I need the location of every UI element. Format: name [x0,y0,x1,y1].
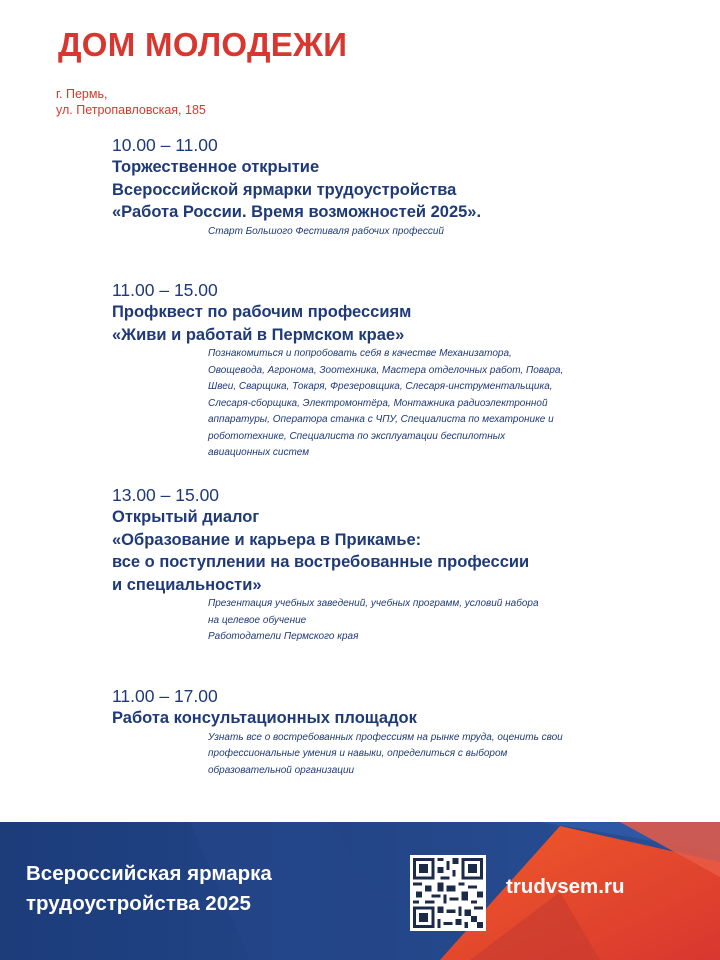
event-description-line: Швеи, Сварщика, Токаря, Фрезеровщика, Слесаря-инструментальщика, [208,381,553,392]
event-time: 10.00 – 11.00 [112,135,218,155]
event-title-line: Работа консультационных площадок [112,709,417,727]
event-description-line: образовательной организации [208,764,355,776]
event-time: 11.00 – 15.00 [112,280,218,300]
footer-banner [0,822,720,960]
venue-title: ДОМ МОЛОДЕЖИ [58,26,348,63]
event-profquest [112,279,672,462]
address-city: г. Пермь, [56,87,108,101]
event-title-line: «Работа России. Время возможностей 2025». [112,203,482,221]
qr-code-icon[interactable] [410,855,486,931]
event-description-line: Презентация учебных заведений, учебных программ, условий набора [208,598,539,609]
event-description-line: Работодатели Пермского края [208,631,359,642]
event-title-line: Профквест по рабочим профессиям [112,303,412,321]
event-consultations [112,685,672,779]
event-opening [112,134,672,240]
event-description-line: на целевое обучение [208,614,307,626]
footer-slogan-line: Всероссийская ярмарка [26,862,272,885]
event-description-line: Познакомиться и попробовать себя в качестве Механизатора, [208,348,512,359]
event-description-line: аппаратуры, Оператора станка с ЧПУ, Специалиста по мехатронике и [208,414,554,425]
venue-address [56,86,206,118]
event-title-line: и специальности» [112,575,262,594]
qr-code-graphic [410,855,486,931]
event-description-line: профессиональные умения и навыки, определиться с выбором [208,748,508,759]
footer-slogan-line: трудоустройства 2025 [26,892,251,915]
event-title-line: Торжественное открытие [112,158,320,176]
event-description-line: Овощевода, Агронома, Зоотехника, Мастера отделочных работ, Повара, [208,364,564,376]
event-time: 13.00 – 15.00 [112,485,220,505]
event-description-line: Узнать все о востребованных профессиям на рынке труда, оценить свои [208,731,563,743]
event-title-line: «Образование и карьера в Прикамье: [112,530,422,549]
address-street: ул. Петропавловская, 185 [56,103,206,117]
event-description-line: Слесаря-сборщика, Электромонтёра, Монтажника радиоэлектронной [208,397,548,409]
event-time: 11.00 – 17.00 [112,686,218,706]
event-title-line: Всероссийской ярмарки трудоустройства [112,180,457,199]
footer-slogan [26,859,272,919]
event-description-line: Старт Большого Фестиваля рабочих профессий [208,225,444,237]
event-description-line: авиационных систем [208,447,310,458]
event-title-line: «Живи и работай в Пермском крае» [112,325,405,344]
event-title-line: Открытый диалог [112,508,260,526]
event-description-line: робототехнике, Специалиста по эксплуатации беспилотных [208,430,506,442]
event-title-line: все о поступлении на востребованные профессии [112,553,530,571]
event-open-dialogue [112,484,672,646]
website-link[interactable]: trudvsem.ru [506,875,625,898]
